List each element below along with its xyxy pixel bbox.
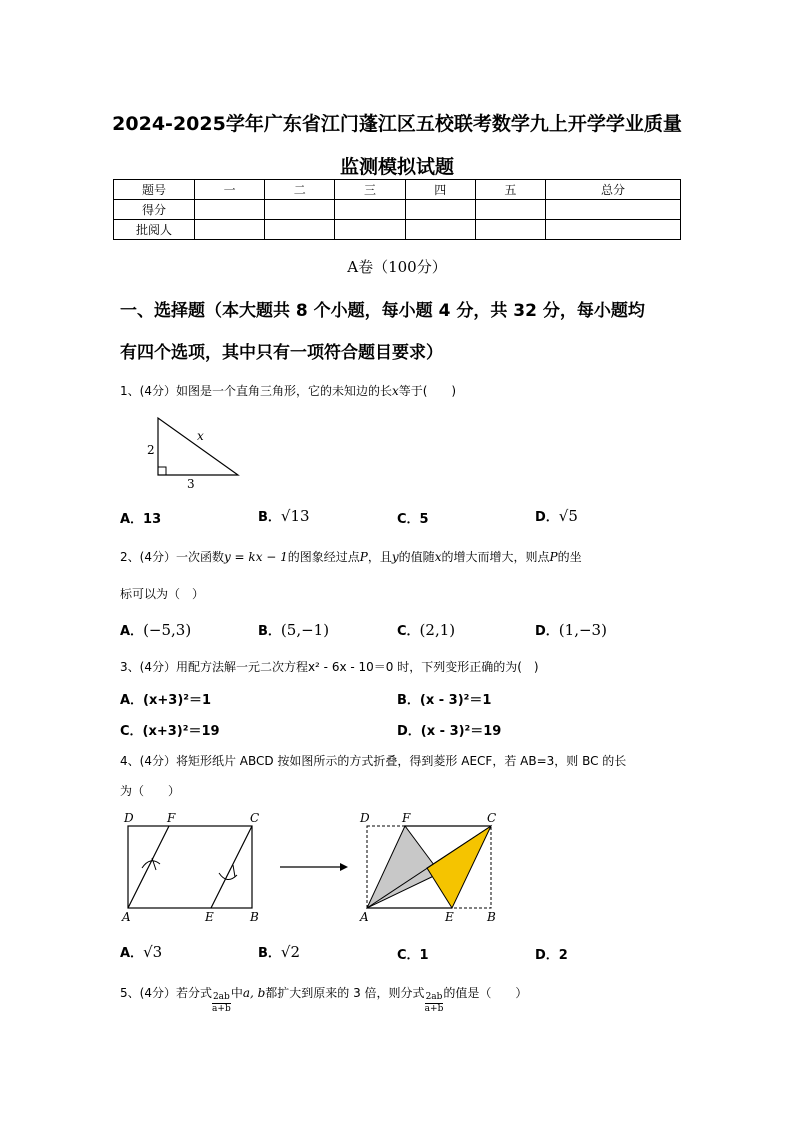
q3-option-b[interactable]: B．(x - 3)²＝1 <box>397 693 492 708</box>
exam-title-line2: 监测模拟试题 <box>339 156 454 178</box>
question-1-text: 1、(4分）如图是一个直角三角形，它的未知边的长x等于( ) <box>120 384 457 398</box>
table-header-cell: 五 <box>475 180 545 200</box>
score-table-row <box>114 220 681 240</box>
svg-text:F: F <box>167 811 176 825</box>
question-2-line2: 标可以为（ ） <box>120 587 205 601</box>
table-header-cell: 一 <box>195 180 265 200</box>
table-header-cell: 四 <box>405 180 475 200</box>
q2-option-a[interactable]: A．(−5,3) <box>120 621 192 639</box>
svg-text:E: E <box>205 910 214 924</box>
q2-option-c[interactable]: C．(2,1) <box>397 621 456 639</box>
q4-option-a[interactable]: A．√3 <box>120 943 163 961</box>
svg-text:A: A <box>360 910 369 924</box>
side-left-label: 2 <box>147 443 155 457</box>
fraction: $\frac{2ab}{a+b}$ <box>424 992 444 1014</box>
q3-option-c[interactable]: C．(x+3)²＝19 <box>120 724 220 739</box>
svg-text:E: E <box>445 910 454 924</box>
right-angle-mark <box>158 467 166 475</box>
triangle-shape <box>158 418 238 475</box>
table-header-cell: 二 <box>265 180 335 200</box>
fold-line-af <box>128 826 169 908</box>
svg-text:C: C <box>250 811 260 825</box>
table-header-cell: 题号 <box>114 180 195 200</box>
svg-text:A: A <box>122 910 131 924</box>
question-4-line1: 4、(4分）将矩形纸片 ABCD 按如图所示的方式折叠，得到菱形 AECF，若 AB=3，则 BC 的长 <box>120 754 627 768</box>
svg-text:C: C <box>487 811 497 825</box>
score-table-header-row <box>114 180 681 200</box>
exam-title-line1: 2024-2025学年广东省江门蓬江区五校联考数学九上开学学业质量 <box>112 113 682 135</box>
table-row-label: 得分 <box>114 200 195 220</box>
fold-line-ec <box>211 826 252 908</box>
q3-option-a[interactable]: A．(x+3)²＝1 <box>120 693 212 708</box>
table-row-label: 批阅人 <box>114 220 195 240</box>
section-heading-line1: 一、选择题（本大题共 8 个小题，每小题 4 分，共 32 分，每小题均 <box>120 301 645 321</box>
svg-text:B: B <box>250 910 259 924</box>
q1-option-d[interactable]: D．√5 <box>535 507 578 525</box>
q1-option-b[interactable]: B．√13 <box>258 507 310 525</box>
q2-option-b[interactable]: B．(5,−1) <box>258 621 330 639</box>
q2-option-d[interactable]: D．(1,−3) <box>535 621 607 639</box>
q1-option-c[interactable]: C．5 <box>397 512 429 527</box>
q4-option-d[interactable]: D．2 <box>535 948 568 963</box>
q4-option-b[interactable]: B．√2 <box>258 943 301 961</box>
arrow-head-icon <box>340 863 348 871</box>
table-header-cell: 三 <box>335 180 405 200</box>
side-bottom-label: 3 <box>187 477 195 491</box>
svg-text:D: D <box>360 811 370 825</box>
hypotenuse-label: x <box>197 429 204 443</box>
table-header-cell: 总分 <box>546 180 681 200</box>
svg-text:B: B <box>487 910 496 924</box>
question-2-line1: 2、(4分）一次函数y = kx − 1的图象经过点P，且y的值随x的增大而增大，则点P的坐 <box>120 550 582 564</box>
section-heading-line2: 有四个选项，其中只有一项符合题目要求） <box>120 343 443 363</box>
folded-yellow-triangle <box>427 826 491 908</box>
q1-option-a[interactable]: A．13 <box>120 512 162 527</box>
fold-arrow-icon <box>219 865 237 880</box>
svg-text:F: F <box>402 811 411 825</box>
score-table-row <box>114 200 681 220</box>
question-4-line2: 为（ ） <box>120 784 181 798</box>
q4-option-c[interactable]: C．1 <box>397 948 429 963</box>
svg-text:D: D <box>124 811 134 825</box>
paper-a-heading: A卷（100分） <box>347 258 447 276</box>
right-triangle-figure <box>140 410 250 492</box>
fraction: $\frac{2ab}{a+b}$ <box>212 992 231 1014</box>
q3-option-d[interactable]: D．(x - 3)²＝19 <box>397 724 502 739</box>
fold-figure <box>115 808 505 930</box>
score-table <box>113 179 681 240</box>
fold-arrow-icon <box>142 858 160 870</box>
question-3-text: 3、(4分）用配方法解一元二次方程x² - 6x - 10＝0 时，下列变形正确的为( ) <box>120 660 539 674</box>
question-5-text: 5、(4分）若分式 $\frac{2ab}{a+b}$ 中a, b都扩大到原来的 3 倍，则分式 $\frac{2ab}{a+b}$ 的值是（ ） <box>120 986 528 1014</box>
